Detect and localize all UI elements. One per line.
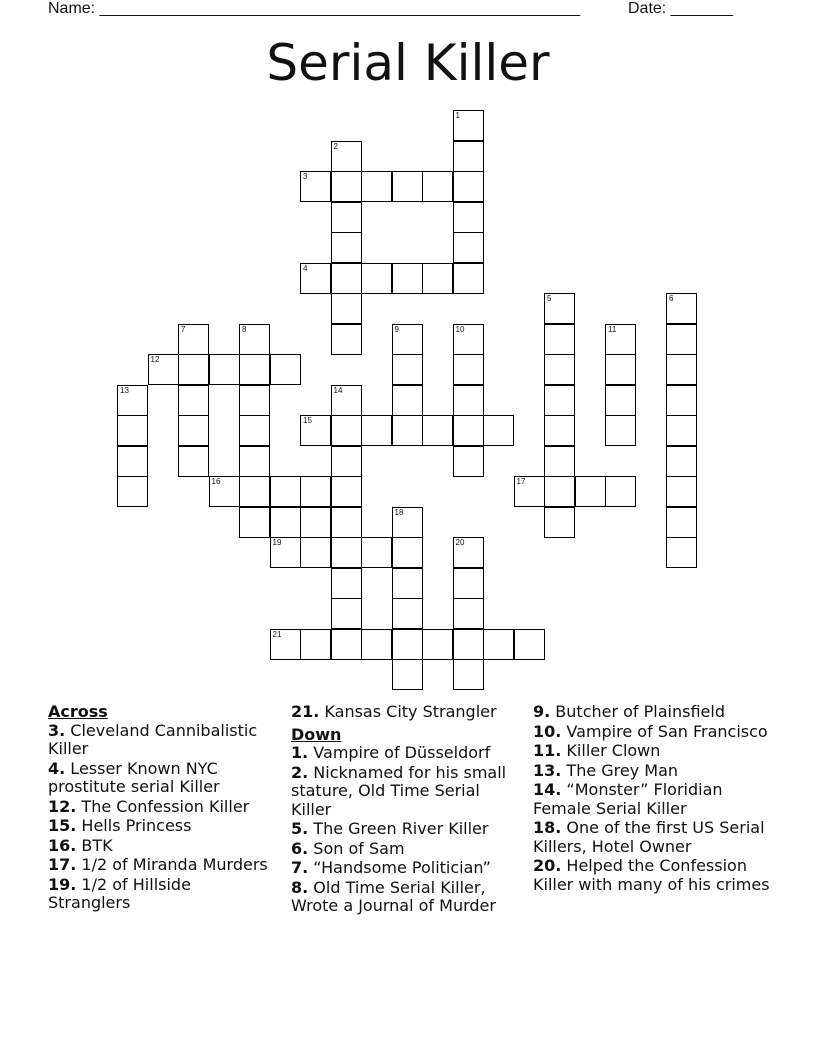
clue-number: 8 (242, 324, 247, 334)
grid-cell[interactable] (422, 171, 453, 202)
grid-cell[interactable] (666, 507, 697, 538)
clue-number: 7 (181, 324, 186, 334)
clue-item (291, 840, 521, 859)
name-field[interactable]: Name: ______________________________________________________ (48, 0, 581, 17)
grid-cell[interactable] (239, 507, 270, 538)
clue-number-label: 13. (533, 760, 562, 780)
grid-cell[interactable] (453, 354, 484, 385)
across-clue-list-continued (291, 703, 521, 722)
grid-cell[interactable] (392, 568, 423, 599)
grid-cell[interactable] (453, 598, 484, 629)
grid-cell[interactable] (331, 598, 362, 629)
grid-cell[interactable] (300, 507, 331, 538)
clue-item (48, 817, 276, 836)
grid-cell[interactable] (270, 354, 301, 385)
grid-cell[interactable] (392, 385, 423, 416)
grid-cell[interactable] (453, 324, 484, 355)
clue-item (291, 820, 521, 839)
grid-cell[interactable] (544, 293, 575, 324)
grid-cell[interactable] (392, 324, 423, 355)
grid-cell[interactable] (666, 537, 697, 568)
clue-number-label: 12. (48, 796, 77, 816)
clue-number-label: 11. (533, 741, 562, 760)
grid-cell[interactable] (331, 568, 362, 599)
grid-cell[interactable] (331, 232, 362, 263)
clue-text: Cleveland Cannibalistic Killer (48, 720, 258, 758)
clue-number: 14 (333, 385, 343, 395)
down-clue-list (291, 744, 521, 916)
grid-cell[interactable] (514, 476, 545, 507)
grid-cell[interactable] (178, 354, 209, 385)
clue-item (48, 722, 276, 759)
clue-text: “Handsome Politician” (308, 858, 491, 877)
clue-text: 1/2 of Miranda Murders (76, 855, 268, 874)
clue-number: 5 (547, 294, 552, 303)
grid-cell[interactable] (331, 415, 362, 446)
clue-text: Vampire of Düsseldorf (308, 743, 491, 762)
clue-number-label: 1. (291, 743, 309, 762)
grid-cell[interactable] (392, 354, 423, 385)
grid-cell[interactable] (422, 629, 453, 660)
grid-cell[interactable] (483, 415, 514, 446)
grid-cell[interactable] (666, 476, 697, 507)
grid-cell[interactable] (605, 385, 636, 416)
grid-cell[interactable] (300, 629, 331, 660)
grid-cell[interactable] (666, 385, 697, 416)
clue-item (291, 744, 521, 763)
grid-cell[interactable] (117, 415, 148, 446)
grid-cell[interactable] (300, 415, 331, 446)
grid-cell[interactable] (300, 171, 331, 202)
clue-number-label: 9. (533, 702, 551, 721)
grid-cell[interactable] (453, 446, 484, 477)
grid-cell[interactable] (117, 385, 148, 416)
grid-cell[interactable] (666, 415, 697, 446)
grid-cell[interactable] (453, 110, 484, 141)
clue-number: 12 (150, 355, 160, 364)
grid-cell[interactable] (178, 385, 209, 416)
clue-text: The Confession Killer (76, 796, 250, 816)
grid-cell[interactable] (392, 415, 423, 446)
grid-cell[interactable] (178, 324, 209, 355)
clue-number: 3 (303, 172, 308, 181)
clue-text: Kansas City Strangler (319, 702, 497, 721)
grid-cell[interactable] (148, 354, 179, 385)
grid-cell[interactable] (514, 629, 545, 660)
grid-cell[interactable] (453, 629, 484, 660)
clue-text: Killer Clown (561, 741, 661, 760)
grid-cell[interactable] (453, 171, 484, 202)
grid-cell[interactable] (239, 354, 270, 385)
grid-cell[interactable] (544, 415, 575, 446)
grid-cell[interactable] (483, 629, 514, 660)
clue-number-label: 15. (48, 816, 77, 835)
page-title: Serial Killer (266, 34, 550, 92)
clue-number: 15 (303, 416, 312, 425)
grid-cell[interactable] (117, 446, 148, 477)
grid-cell[interactable] (392, 537, 423, 568)
grid-cell[interactable] (605, 476, 636, 507)
grid-cell[interactable] (300, 476, 331, 507)
grid-cell[interactable] (361, 629, 392, 660)
clue-number-label: 16. (48, 835, 77, 855)
clue-item (533, 781, 773, 818)
grid-cell[interactable] (605, 324, 636, 355)
clue-text: The Green River Killer (308, 819, 489, 838)
grid-cell[interactable] (575, 476, 606, 507)
grid-cell[interactable] (209, 354, 240, 385)
grid-cell[interactable] (453, 659, 484, 690)
grid-cell[interactable] (300, 263, 331, 294)
clue-item (533, 819, 773, 856)
grid-cell[interactable] (361, 537, 392, 568)
clue-item (48, 837, 276, 856)
across-heading: Across (48, 702, 108, 721)
clue-text: Hells Princess (76, 816, 192, 835)
down-heading: Down (291, 724, 342, 744)
grid-cell[interactable] (544, 324, 575, 355)
grid-cell[interactable] (544, 507, 575, 538)
grid-cell[interactable] (392, 598, 423, 629)
grid-cell[interactable] (453, 415, 484, 446)
clue-number: 13 (120, 385, 129, 395)
clue-number: 16 (211, 477, 221, 486)
clues-column-3 (533, 703, 773, 895)
clue-text: One of the first US Serial Killers, Hotel Owner (533, 818, 765, 856)
date-field[interactable]: Date: _______ (628, 0, 733, 17)
clue-number-label: 18. (533, 818, 562, 837)
grid-cell[interactable] (331, 293, 362, 324)
clue-item (533, 762, 773, 781)
clue-number-label: 17. (48, 855, 77, 874)
clue-number-label: 8. (291, 877, 309, 897)
clue-item (48, 798, 276, 817)
clue-text: 1/2 of Hillside Stranglers (48, 874, 191, 912)
grid-cell[interactable] (178, 415, 209, 446)
clue-number: 6 (669, 294, 674, 303)
grid-cell[interactable] (331, 141, 362, 172)
clue-number-label: 19. (48, 874, 77, 894)
grid-cell[interactable] (666, 293, 697, 324)
clue-item (533, 723, 773, 742)
clue-text: Lesser Known NYC prostitute serial Killer (48, 758, 220, 796)
clue-item (291, 879, 521, 916)
grid-cell[interactable] (209, 476, 240, 507)
clue-text: Nicknamed for his small stature, Old Time Serial Killer (291, 762, 507, 819)
grid-cell[interactable] (422, 263, 453, 294)
clue-item (291, 764, 521, 820)
clue-number: 2 (333, 141, 338, 151)
grid-cell[interactable] (239, 446, 270, 477)
grid-cell[interactable] (331, 446, 362, 477)
clue-item (48, 876, 276, 913)
grid-cell[interactable] (331, 507, 362, 538)
grid-cell[interactable] (270, 507, 301, 538)
clue-number: 11 (608, 324, 617, 334)
clue-number: 21 (272, 629, 282, 639)
clue-text: The Grey Man (561, 760, 679, 780)
grid-cell[interactable] (117, 476, 148, 507)
grid-cell[interactable] (361, 171, 392, 202)
across-clue-list (48, 722, 276, 913)
clue-number: 1 (455, 111, 460, 120)
grid-cell[interactable] (453, 385, 484, 416)
clue-item (533, 857, 773, 894)
clue-item (291, 859, 521, 878)
clue-item (291, 703, 521, 722)
down-clue-list-continued (533, 703, 773, 894)
clue-number: 17 (516, 477, 526, 486)
clue-number-label: 10. (533, 721, 562, 741)
grid-cell[interactable] (178, 446, 209, 477)
grid-cell[interactable] (392, 263, 423, 294)
grid-cell[interactable] (239, 324, 270, 355)
grid-cell[interactable] (331, 629, 362, 660)
clue-number: 10 (455, 324, 465, 334)
grid-cell[interactable] (331, 476, 362, 507)
grid-cell[interactable] (392, 659, 423, 690)
grid-cell[interactable] (666, 324, 697, 355)
grid-cell[interactable] (544, 446, 575, 477)
grid-cell[interactable] (666, 446, 697, 477)
clue-number-label: 4. (48, 758, 66, 778)
clue-item (48, 856, 276, 875)
clue-text: Old Time Serial Killer, Wrote a Journal of Murder (291, 877, 496, 915)
clue-text: Vampire of San Francisco (561, 721, 768, 741)
clue-number-label: 6. (291, 838, 309, 858)
grid-cell[interactable] (544, 354, 575, 385)
grid-cell[interactable] (605, 415, 636, 446)
clue-number-label: 14. (533, 780, 562, 799)
grid-cell[interactable] (453, 537, 484, 568)
grid-cell[interactable] (331, 324, 362, 355)
grid-cell[interactable] (453, 202, 484, 233)
grid-cell[interactable] (392, 507, 423, 538)
grid-cell[interactable] (453, 141, 484, 172)
grid-cell[interactable] (331, 171, 362, 202)
grid-cell[interactable] (392, 629, 423, 660)
clue-number: 19 (272, 538, 282, 547)
grid-cell[interactable] (270, 629, 301, 660)
grid-cell[interactable] (453, 232, 484, 263)
grid-cell[interactable] (361, 415, 392, 446)
clue-number: 20 (455, 538, 465, 547)
clue-item (48, 760, 276, 797)
clue-text: Son of Sam (308, 838, 405, 858)
grid-cell[interactable] (331, 202, 362, 233)
grid-cell[interactable] (239, 415, 270, 446)
grid-cell[interactable] (544, 385, 575, 416)
clue-number: 9 (394, 324, 399, 334)
grid-cell[interactable] (666, 354, 697, 385)
grid-cell[interactable] (392, 171, 423, 202)
grid-cell[interactable] (331, 385, 362, 416)
clue-text: Butcher of Plainsfield (550, 702, 725, 721)
clue-number: 4 (303, 263, 308, 273)
grid-cell[interactable] (361, 263, 392, 294)
clues-column-1 (48, 703, 276, 914)
grid-cell[interactable] (300, 537, 331, 568)
grid-cell[interactable] (605, 354, 636, 385)
clue-item (533, 703, 773, 722)
clue-number-label: 21. (291, 702, 320, 721)
clue-item (533, 742, 773, 761)
grid-cell[interactable] (453, 568, 484, 599)
clue-number-label: 5. (291, 819, 309, 838)
grid-cell[interactable] (239, 385, 270, 416)
clues-column-2 (291, 703, 521, 917)
grid-cell[interactable] (331, 263, 362, 294)
clue-text: BTK (76, 835, 113, 855)
clue-number-label: 3. (48, 720, 66, 740)
grid-cell[interactable] (331, 537, 362, 568)
clue-text: Helped the Confession Killer with many of his crimes (533, 856, 770, 894)
grid-cell[interactable] (270, 537, 301, 568)
clue-text: “Monster” Floridian Female Serial Killer (533, 780, 723, 818)
clue-number-label: 2. (291, 762, 309, 782)
grid-cell[interactable] (239, 476, 270, 507)
grid-cell[interactable] (422, 415, 453, 446)
clue-number-label: 7. (291, 858, 309, 877)
grid-cell[interactable] (270, 476, 301, 507)
grid-cell[interactable] (544, 476, 575, 507)
grid-cell[interactable] (453, 263, 484, 294)
clue-number-label: 20. (533, 856, 562, 875)
clue-number: 18 (394, 507, 404, 517)
